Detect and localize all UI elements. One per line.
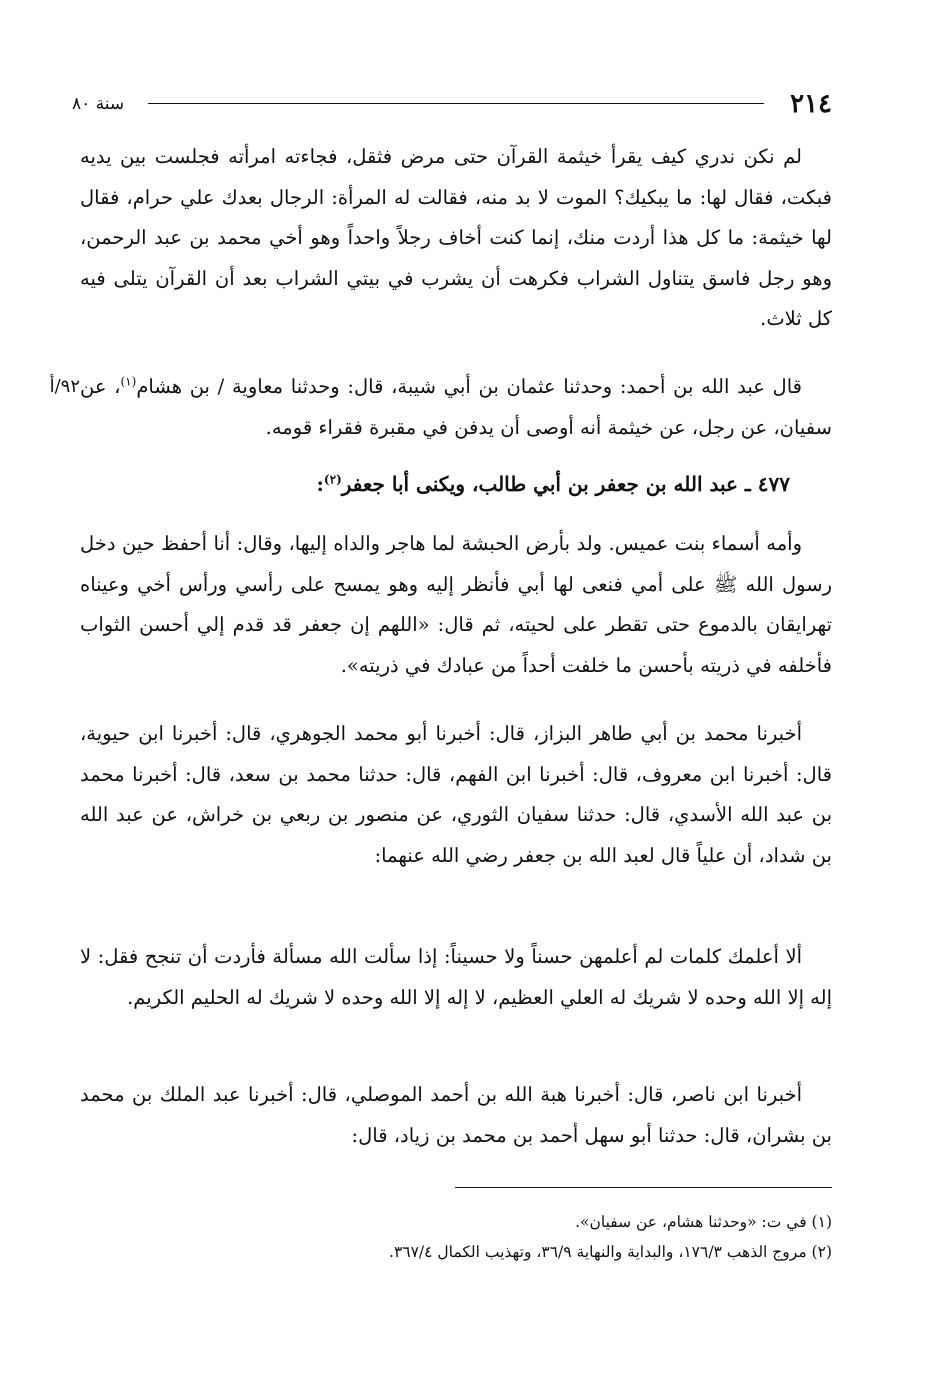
footnote-2: (٢) مروج الذهب ١٧٦/٣، والبداية والنهاية ٣٦/٩، وتهذيب الكمال ٣٦٧/٤. (389, 1243, 832, 1261)
footnote-separator (455, 1187, 832, 1188)
footnote-marker-2: (٢) (323, 472, 342, 487)
entry-heading-colon: : (316, 472, 324, 496)
margin-folio-reference: ٩٢/أ (49, 376, 80, 397)
entry-heading (80, 466, 790, 502)
page-header (72, 86, 832, 122)
paragraph-1: لم نكن ندري كيف يقرأ خيثمة القرآن حتى مرض فثقل، فجاءته امرأته فجلست بين يديه فبكت، فقال لها: ما يبكيك؟ الموت لا بد منه، فقالت له المرأة: الرجال بعدك علي حرام، فقال لها خيثمة: ما كل هذا أردت منك، إنما كنت أخاف رجلاً واحداً وهو أخي محمد بن عبد الرحمن، وهو رجل فاسق يتناول الشراب فكرهت أن يشرب في بيتي الشراب بعد أن القرآن يتلى فيه كل ثلاث. (80, 145, 832, 330)
paragraph-3: وأمه أسماء بنت عميس. ولد بأرض الحبشة لما هاجر والداه إليها، وقال: أنا أحفظ حين دخل رسول الله ﷺ على أمي فنعى لها أبي فأنظر إليه وهو يمسح على رأسي ورأس أخي وعيناه تهرايقان بالدموع حتى تقطر على لحيته، ثم قال: «اللهم إن جعفر قد قدم إلي أحسن الثواب فأخلفه في ذريته بأحسن ما خلفت أحداً من عبادك في ذريته». (80, 532, 832, 677)
header-rule (148, 103, 764, 104)
paragraph-4: أخبرنا محمد بن أبي طاهر البزاز، قال: أخبرنا أبو محمد الجوهري، قال: أخبرنا ابن حيوية، قال: أخبرنا ابن معروف، قال: أخبرنا ابن الفهم، قال: حدثنا محمد بن سعد، قال: أخبرنا محمد بن عبد الله الأسدي، قال: حدثنا سفيان الثوري، عن منصور بن ربعي بن خراش، عن عبد الله بن شداد، أن علياً قال لعبد الله بن جعفر رضي الله عنهما: (80, 722, 832, 867)
page-number: ٢١٤ (790, 89, 832, 119)
paragraph-2-part-a: قال عبد الله بن أحمد: وحدثنا عثمان بن أبي شيبة، قال: وحدثنا معاوية / بن هشام (136, 375, 802, 398)
paragraph-2 (80, 367, 832, 448)
paragraph-5: ألا أعلمك كلمات لم أعلمهن حسناً ولا حسيناً: إذا سألت الله مسألة فأردت أن تنجح فقل: لا إله إلا الله وحده لا شريك له العلي العظيم، لا إله إلا الله وحده لا شريك له الحليم الكريم. (80, 945, 832, 1009)
entry-heading-text: ٤٧٧ ـ عبد الله بن جعفر بن أبي طالب، ويكنى أبا جعفر (341, 472, 790, 496)
footnote-1: (١) في ت: «وحدثنا هشام، عن سفيان». (575, 1213, 832, 1231)
paragraph-6: أخبرنا ابن ناصر، قال: أخبرنا هبة الله بن أحمد الموصلي، قال: أخبرنا عبد الملك بن محمد بن بشران، قال: حدثنا أبو سهل أحمد بن محمد بن زياد، قال: (80, 1083, 832, 1147)
year-label: سنة ٨٠ (72, 94, 125, 114)
paragraph-2-part-b: ، عن سفيان، عن رجل، عن خيثمة أنه أوصى أن يدفن في مقبرة فقراء قومه. (80, 375, 832, 439)
footnote-marker-1: (١) (120, 374, 137, 389)
